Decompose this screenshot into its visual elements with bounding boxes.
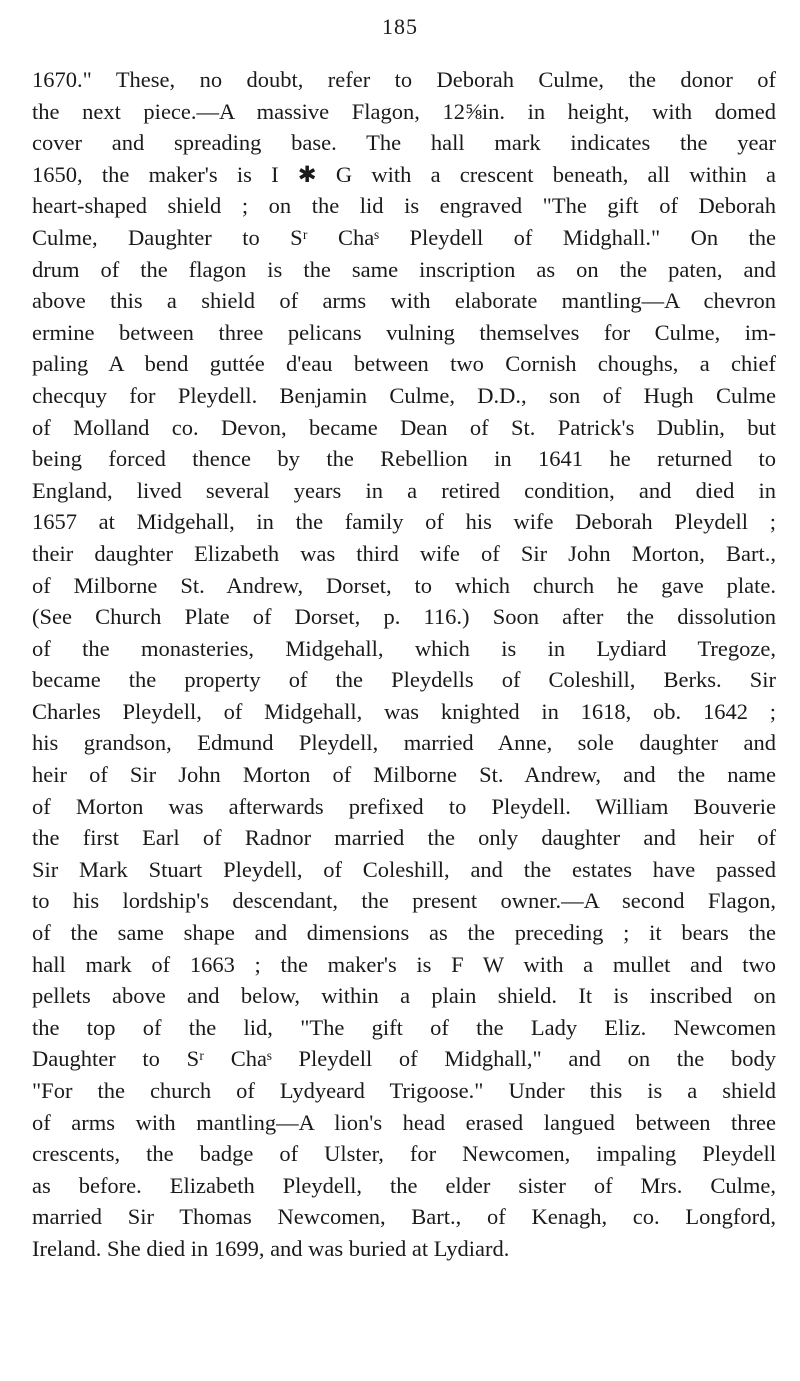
text-line: of Morton was afterwards prefixed to Pleydell. William Bouverie: [32, 793, 776, 819]
page-number: 185: [382, 14, 418, 39]
text-line: Charles Pleydell, of Midgehall, was knighted in 1618, ob. 1642 ;: [32, 698, 776, 724]
text-line: 1657 at Midgehall, in the family of his wife Deborah Pleydell ;: [32, 509, 776, 535]
text-line: paling A bend guttée d'eau between two Cornish choughs, a chief: [32, 351, 776, 377]
text-line: England, lived several years in a retired condition, and died in: [32, 477, 776, 503]
text-line: their daughter Elizabeth was third wife of Sir John Morton, Bart.,: [32, 540, 776, 566]
text-line: pellets above and below, within a plain shield. It is inscribed on: [32, 983, 776, 1009]
text-line: drum of the flagon is the same inscription as on the paten, and: [32, 256, 776, 282]
text-line: crescents, the badge of Ulster, for Newcomen, impaling Pleydell: [32, 1141, 776, 1167]
text-line: 1650, the maker's is I ✱ G with a crescent beneath, all within a: [32, 161, 776, 187]
text-line: being forced thence by the Rebellion in 1641 he returned to: [32, 446, 776, 472]
text-line: became the property of the Pleydells of Coleshill, Berks. Sir: [32, 667, 776, 693]
text-line: of arms with mantling—A lion's head erased langued between three: [32, 1109, 776, 1135]
text-line: cover and spreading base. The hall mark indicates the year: [32, 130, 776, 156]
text-line: "For the church of Lydyeard Trigoose." Under this is a shield: [32, 1078, 776, 1103]
text-line: Ireland. She died in 1699, and was buried at Lydiard.: [32, 1235, 510, 1261]
text-line: ermine between three pelicans vulning themselves for Culme, im-: [32, 319, 776, 345]
text-line: Daughter to Sʳ Chaˢ Pleydell of Midghall," and on the body: [32, 1046, 776, 1072]
text-line: Culme, Daughter to Sʳ Chaˢ Pleydell of Midghall." On the: [32, 224, 776, 250]
text-line: the next piece.—A massive Flagon, 12⅝in. in height, with domed: [32, 98, 776, 124]
text-line: 1670." These, no doubt, refer to Deborah Culme, the donor of: [32, 67, 776, 92]
text-line: the top of the lid, "The gift of the Lady Eliz. Newcomen: [32, 1014, 776, 1040]
text-line: of Molland co. Devon, became Dean of St. Patrick's Dublin, but: [32, 414, 776, 440]
text-line: heart-shaped shield ; on the lid is engraved "The gift of Deborah: [32, 193, 776, 219]
text-line: Sir Mark Stuart Pleydell, of Coleshill, and the estates have passed: [32, 856, 776, 882]
text-line: the first Earl of Radnor married the only daughter and heir of: [32, 825, 776, 851]
text-line: checquy for Pleydell. Benjamin Culme, D.D., son of Hugh Culme: [32, 382, 776, 408]
text-line: his grandson, Edmund Pleydell, married Anne, sole daughter and: [32, 730, 776, 756]
text-line: as before. Elizabeth Pleydell, the elder sister of Mrs. Culme,: [32, 1172, 776, 1198]
text-line: hall mark of 1663 ; the maker's is F W with a mullet and two: [32, 951, 776, 977]
text-line: above this a shield of arms with elaborate mantling—A chevron: [32, 288, 776, 314]
text-line: to his lordship's descendant, the present owner.—A second Flagon,: [32, 888, 776, 914]
text-line: of Milborne St. Andrew, Dorset, to which church he gave plate.: [32, 572, 776, 598]
body-text: [32, 64, 776, 1265]
text-line: heir of Sir John Morton of Milborne St. Andrew, and the name: [32, 762, 776, 788]
text-line: married Sir Thomas Newcomen, Bart., of Kenagh, co. Longford,: [32, 1204, 776, 1230]
text-line: of the monasteries, Midgehall, which is in Lydiard Tregoze,: [32, 635, 776, 661]
text-line: (See Church Plate of Dorset, p. 116.) Soon after the dissolution: [32, 604, 776, 630]
text-line: of the same shape and dimensions as the preceding ; it bears the: [32, 920, 776, 946]
